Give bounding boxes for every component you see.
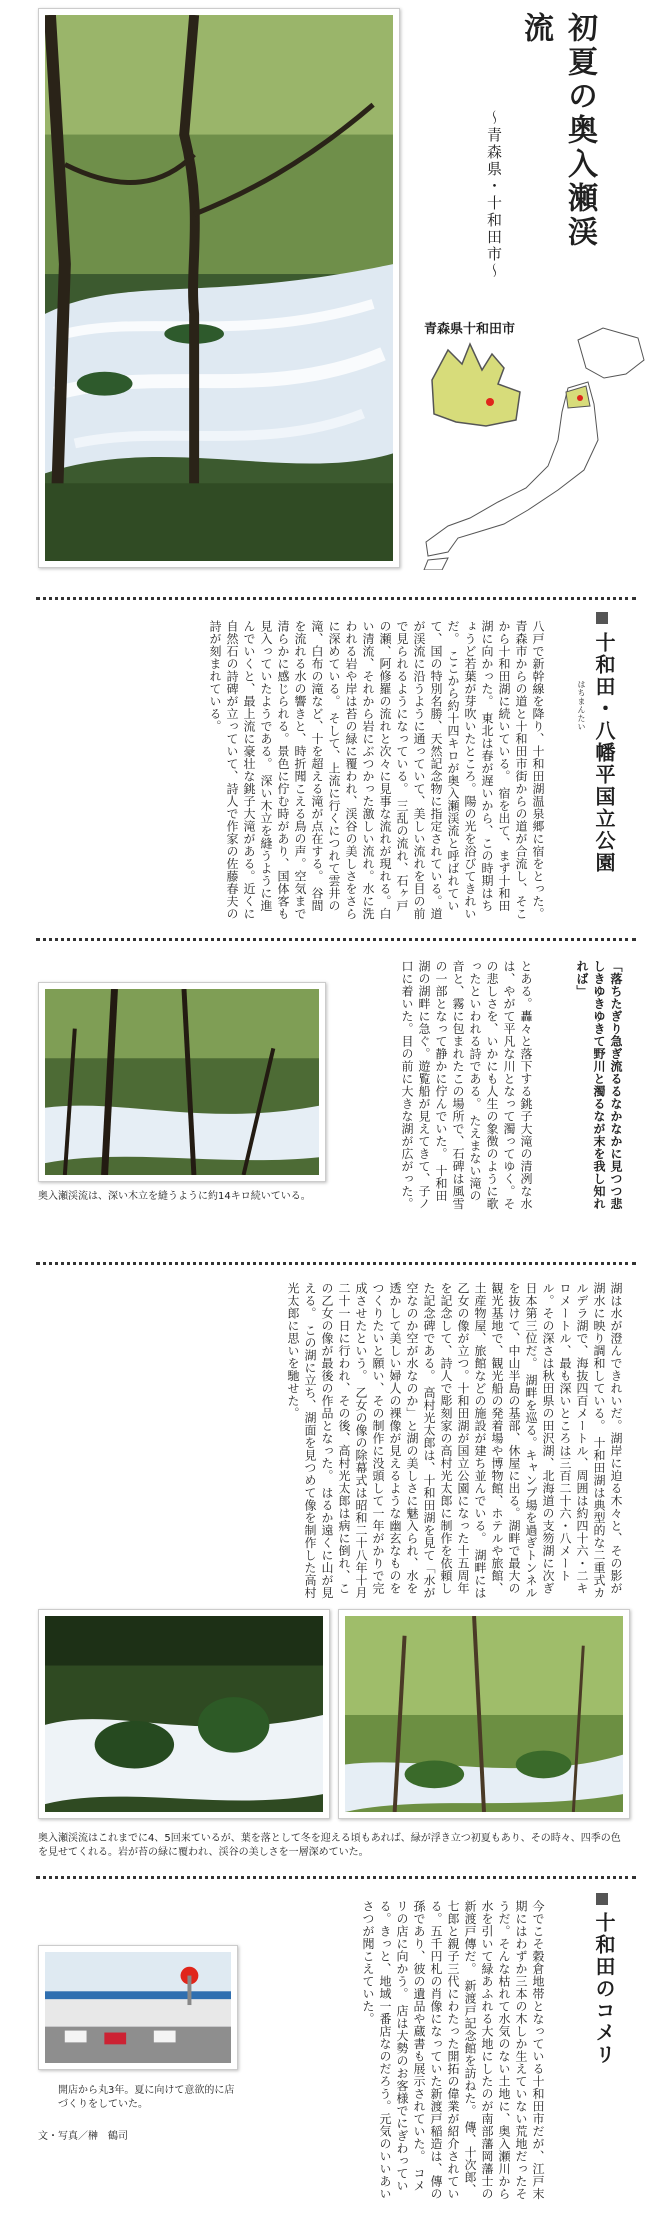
section5-body: 今でこそ穀倉地帯となっている十和田市だが、江戸末期にはわずか三本の木しか生えていない荒地だったそうだ。そんな枯れて水気のない土地に、奥入瀬川から水を引いて緑あふれる大地にしたのが南部藩岡藩士の新渡戸傳だ。 新渡戸記念館を訪ねた。 傳、十次郎、七郎と親子三代にわたった開拓の偉業が紹介されている。五千円札の肖像になっていた新渡戸稲造は、傳の孫であり、彼の遺品や蔵書も展示されていた。 コメリの店に向かう。 店は大勢のお客様でにぎわっている。きっと、地域一番店なのだろう。元気のいいあいさつが聞こえていた。 [361, 1900, 545, 2200]
section-marker-icon [596, 1893, 608, 1905]
mossy-rocks-image [45, 1616, 323, 1812]
section-heading-komeri: 十和田のコメリ [592, 1912, 616, 2066]
author-credit: 文・写真／榊 鶴司 [38, 2131, 128, 2142]
stream-photo-2 [38, 982, 326, 1182]
section-divider [36, 597, 636, 600]
section1-body: 八戸で新幹線を降り、十和田湖温泉郷に宿をとった。青森市からの道と十和田市街からの道が合流し、そこから十和田湖に続いている。 宿を出て、まず十和田湖に向かった。 東北は春が遅いから、この時期はちょうど若葉が芽吹いたところ。陽の光を浴びてきれいだ。 ここから約十四キロが奥入瀬渓流と呼ばれていて、国の特別名勝、天然記念物に指定されている。道が渓流に沿うように通っていて、美しい流れを目の前で見られるようになっている。 三乱の流れ、石ヶ戸の瀬、阿修羅の流れと次々に見事な流れが現れる。白い清流、それから岩にぶつかった激しい流れ。水に洗われる岩や岸は苔の緑に覆われ、渓谷の美しさをさらに深めている。 そして、上流に行くにつれて雲井の滝、白布の滝など、十を超える滝が点在する。 谷間を流れる水の響きと、時折聞こえる鳥の声。空気まで清らかに感じられる。景色に佇む時があり、国体客も見入っていたようである。 深い木立を縫うように進んでいくと、最上流に豪壮な銚子大滝がある。近くに自然石の詩碑が立っていて、詩人で作家の佐藤春夫の詩が刻まれている。 [208, 620, 545, 920]
store-photo-caption: 開店から丸3年。夏に向けて意欲的に店づくりをしていた。 [58, 2085, 235, 2110]
photo-caption-2: 奥入瀬渓流は、深い木立を縫うように約14キロ続いている。 [38, 1191, 311, 1202]
japan-map [408, 320, 652, 570]
section-marker-icon [596, 612, 608, 624]
forest-stream-image [345, 1616, 623, 1812]
komeri-store-image [45, 1952, 231, 2063]
poem-text: 「落ちたぎり急ぎ流るるなかなかに見つつ悲しきゆきゆきて野川と濁るなが末を我し知れれば」 [575, 960, 623, 1210]
article-subtitle: 〜青森県・十和田市〜 [485, 110, 503, 280]
section-heading-national-park: 十和田・八幡平国立公園 [592, 632, 616, 874]
stream-forest-image [45, 15, 393, 561]
komeri-store-photo [38, 1945, 238, 2070]
section3-body: 湖は水が澄んできれいだ。湖岸に迫る木々と、その影が湖水に映り調和している。 十和田湖は典型的な二重式カルデラ湖で、海抜四百メートル、周囲は約四十六・二キロメートル、最も深いところは三百二十六・八メートル。その深さは秋田県の田沢湖、北海道の支笏湖に次ぎ日本第三位だ。 湖畔を巡る。キャンプ場を過ぎトンネルを抜けて、中山半島の基部、休屋に出る。湖畔で最大の観光基地で、観光船の発着場や博物館、ホテルや旅館、土産物屋、旅館などの施設が建ち並んでいる。 湖畔には乙女の像が立つ。十和田湖が国立公園になった十五周年を記念して、詩人で彫刻家の高村光太郎に制作を依頼した記念碑である。 高村光太郎は、十和田湖を見て「水が空なのか空が水なのか」と湖の美しさに魅入られ、水を透かして美しい婦人の裸像が見えるような幽玄なものをつくりたいと願い、その制作に没頭して一年がかりで完成させたという。 乙女の像の除幕式は昭和二十八年十月二十一日に行われ、その後、高村光太郎は病に倒れ、この乙女の像が最後の作品となった。 はるか遠くに山が見える。 この湖に立ち、湖面を見つめて像を制作した高村光太郎に思いを馳せた。 [286, 1282, 623, 1599]
stream-photo-4 [338, 1609, 630, 1819]
shaded-stream-image [45, 989, 319, 1175]
stream-photo-3 [38, 1609, 330, 1819]
heading-ruby: はちまんたい [577, 680, 586, 731]
top-stream-photo [38, 8, 400, 568]
section-divider [36, 1876, 636, 1879]
section-divider [36, 1262, 636, 1265]
section-divider [36, 938, 636, 941]
photo-caption-4: 奥入瀬渓流はこれまでに4、5回来ているが、葉を落として冬を迎える頃もあれば、緑が浮き立つ初夏もあり、その時々、四季の色を見せてくれる。岩が苔の緑に覆われ、渓谷の美しさを一層深めていた。 [38, 1833, 621, 1858]
map-label: 青森県十和田市 [424, 322, 516, 337]
article-title: 初夏の奥入瀬渓流 [518, 12, 597, 250]
section2-body: とある。轟々と落下する銚子大滝の清冽な水は、やがて平凡な川となって濁ってゆく。その悲しさを、いかにも人生の象徴のように歌ったといわれる詩である。 たえまない滝の音と、霧に包まれたこの場所で、石碑は風雪の一部となって静かに佇んでいた。 十和田湖の湖畔に急ぐ。遊覧船が見えてきて、子ノ口に着いた。目の前に大きな湖が広がった。 [400, 960, 533, 1210]
